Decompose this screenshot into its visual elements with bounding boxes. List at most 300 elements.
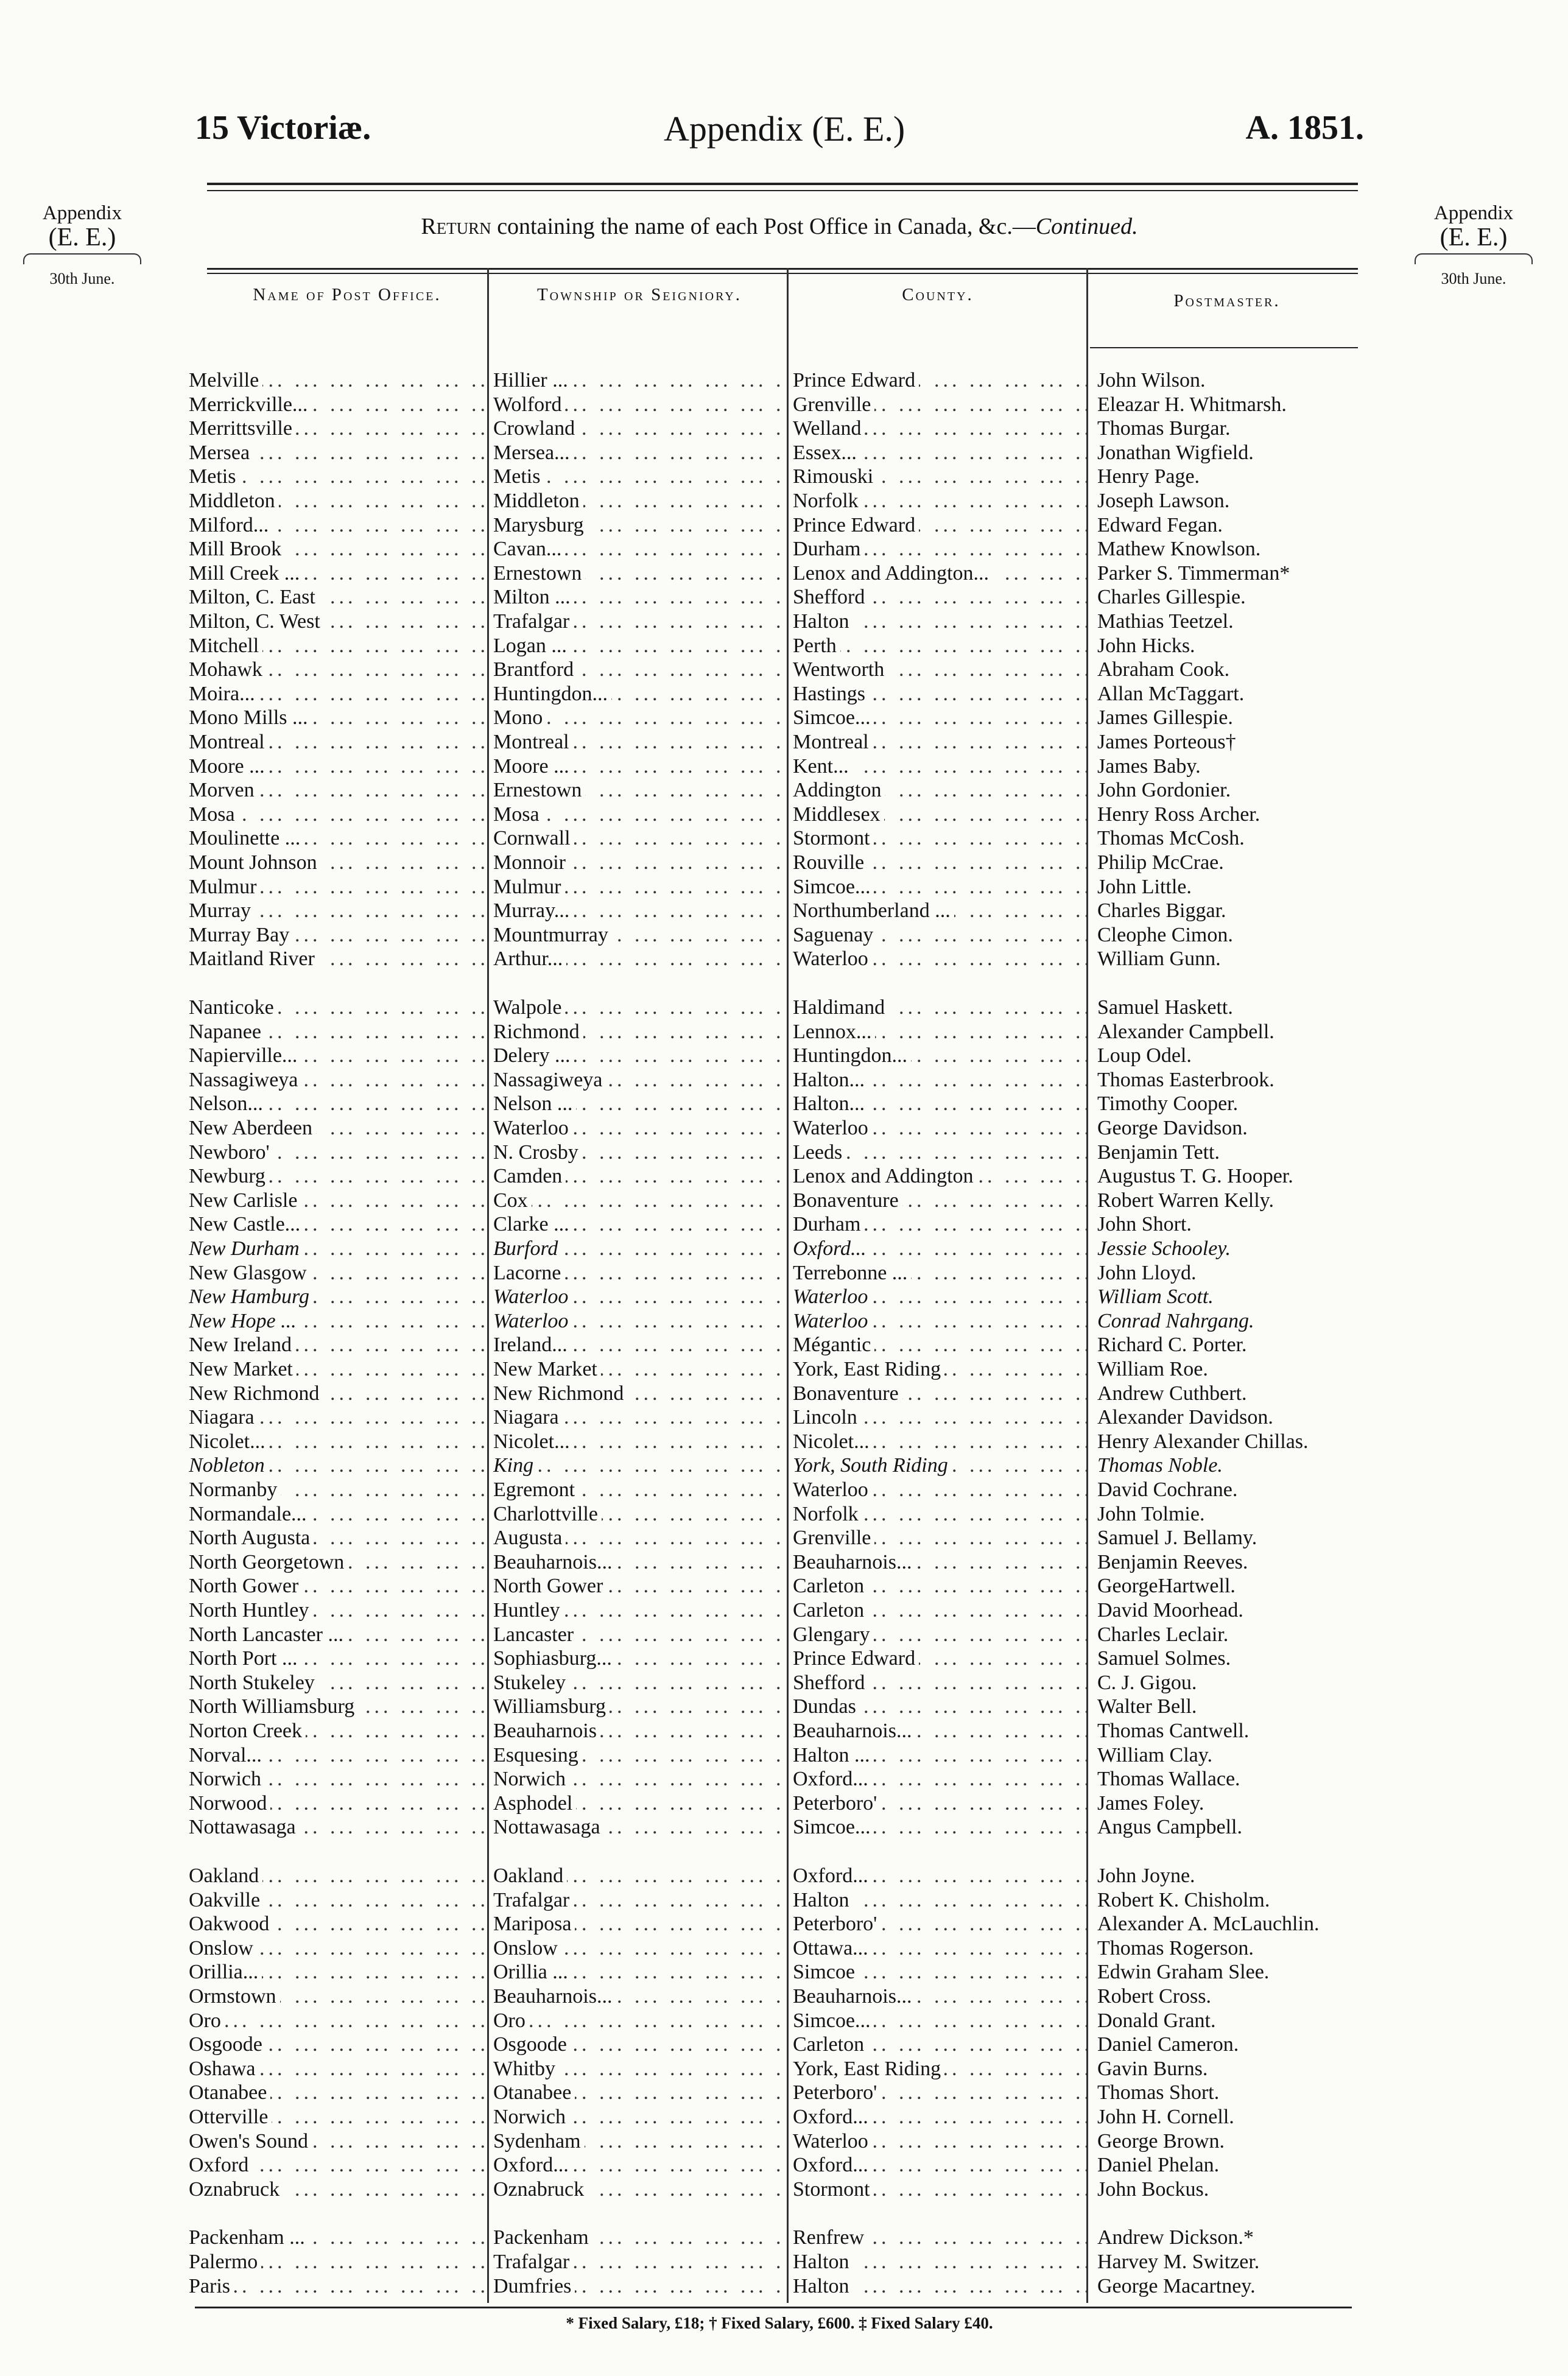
post-office-cell <box>189 778 488 803</box>
postmaster-cell <box>1097 706 1365 730</box>
cell-text: Cornwall <box>493 827 574 849</box>
cell-text: Huntingdon... <box>793 1044 911 1067</box>
postmaster-cell <box>1097 489 1365 513</box>
cell-text: Moulinette ... <box>189 827 304 849</box>
post-office-cell <box>189 658 488 682</box>
cell-text: Donald Grant. <box>1097 2009 1220 2032</box>
post-office-cell <box>189 1671 488 1695</box>
county-cell <box>793 778 1090 803</box>
cell-text: Peterboro' <box>793 2081 881 2104</box>
cell-text: Newboro' <box>189 1141 273 1164</box>
postmaster-cell <box>1097 1478 1365 1502</box>
cell-text: Cox <box>493 1189 532 1212</box>
post-office-cell <box>189 706 488 730</box>
post-office-cell <box>189 1068 488 1092</box>
county-cell <box>793 368 1090 393</box>
table-row <box>189 1550 1358 1575</box>
post-office-cell <box>189 1574 488 1598</box>
county-cell <box>793 1623 1090 1647</box>
post-office-cell <box>189 1695 488 1719</box>
post-office-cell <box>189 1743 488 1768</box>
township-cell <box>493 875 786 899</box>
table-row <box>189 803 1358 827</box>
postmaster-cell <box>1097 803 1365 827</box>
county-cell <box>793 1189 1090 1213</box>
top-rule-thick <box>207 183 1358 185</box>
township-cell <box>493 730 786 754</box>
table-row <box>189 585 1358 610</box>
township-cell <box>493 1309 786 1334</box>
cell-text: Simcoe... <box>793 706 874 729</box>
postmaster-cell <box>1097 2274 1365 2299</box>
cell-text: Saguenay <box>793 924 877 946</box>
column-header-township: Township or Seigniory. <box>536 285 742 304</box>
table-row <box>189 1984 1358 2009</box>
cell-text: Moira... <box>189 683 259 705</box>
cell-text: Nanticoke <box>189 996 278 1019</box>
cell-text: Norval... <box>189 1744 265 1766</box>
township-cell <box>493 1695 786 1719</box>
cell-text: Paris <box>189 2275 234 2297</box>
cell-text: Napanee <box>189 1021 265 1043</box>
county-cell <box>793 658 1090 682</box>
township-cell <box>493 1574 786 1598</box>
post-office-cell <box>189 1020 488 1044</box>
post-office-cell <box>189 923 488 947</box>
cell-text: Merrickville... <box>189 393 311 416</box>
postmaster-cell <box>1097 658 1365 682</box>
postmaster-cell <box>1097 1984 1365 2009</box>
post-office-cell <box>189 1478 488 1502</box>
cell-text: Oxford... <box>793 1865 872 1887</box>
postmaster-cell <box>1097 1695 1365 1719</box>
postmaster-cell <box>1097 875 1365 899</box>
township-cell <box>493 634 786 658</box>
cell-text: Halton... <box>793 1092 868 1115</box>
cell-text: Sydenham <box>493 2130 585 2153</box>
post-office-cell <box>189 1936 488 1961</box>
cell-text: Huntley <box>493 1599 564 1622</box>
cell-text: Andrew Cuthbert. <box>1097 1382 1251 1405</box>
cell-text: Edward Fegan. <box>1097 514 1226 536</box>
county-cell <box>793 2226 1090 2250</box>
table-row <box>189 2057 1358 2081</box>
cell-text: Huntingdon... <box>493 683 611 705</box>
post-office-cell <box>189 1960 488 1984</box>
cell-text: Whitby <box>493 2058 559 2080</box>
cell-text: Mersea <box>189 441 253 464</box>
cell-text: George Macartney. <box>1097 2275 1259 2297</box>
postmaster-cell <box>1097 1526 1365 1550</box>
cell-text: Arthur... <box>493 947 566 970</box>
cell-text: Nicolet... <box>793 1430 873 1453</box>
cell-text: Palermo <box>189 2251 261 2273</box>
table-row <box>189 2081 1358 2105</box>
post-office-cell <box>189 2129 488 2154</box>
cell-text: Milton, C. East <box>189 586 319 608</box>
post-office-cell <box>189 1261 488 1285</box>
cell-text: Angus Campbell. <box>1097 1816 1246 1838</box>
postmaster-cell <box>1097 1164 1365 1189</box>
cell-text: Moore ... <box>493 755 573 778</box>
township-cell <box>493 368 786 393</box>
cell-text: John H. Cornell. <box>1097 2106 1238 2128</box>
cell-text: Parker S. Timmerman* <box>1097 562 1293 585</box>
table-row <box>189 1502 1358 1527</box>
cell-text: Norwich <box>493 2106 569 2128</box>
cell-text: Asphodel <box>493 1792 576 1815</box>
right-margin-note <box>1404 201 1544 291</box>
cell-text: Lenox and Addington <box>793 1165 977 1187</box>
table-row <box>189 1791 1358 1816</box>
cell-text: Daniel Phelan. <box>1097 2154 1223 2176</box>
cell-text: Glengary <box>793 1623 874 1646</box>
cell-text: Montreal <box>493 731 573 753</box>
post-office-cell <box>189 1405 488 1430</box>
cell-text: Durham <box>793 1213 864 1235</box>
cell-text: Osgoode <box>493 2033 571 2056</box>
county-cell <box>793 1116 1090 1141</box>
township-cell <box>493 2153 786 2177</box>
table-row <box>189 1309 1358 1334</box>
table-row <box>189 706 1358 730</box>
township-cell <box>493 1189 786 1213</box>
township-cell <box>493 706 786 730</box>
county-cell <box>793 1382 1090 1406</box>
postmaster-cell <box>1097 1960 1365 1984</box>
cell-text: Harvey M. Switzer. <box>1097 2251 1263 2273</box>
brace-mark <box>1415 253 1533 264</box>
township-cell <box>493 1526 786 1550</box>
township-cell <box>493 1888 786 1913</box>
table-row <box>189 417 1358 441</box>
cell-text: Simcoe... <box>793 876 874 898</box>
column-header-rule <box>1090 347 1358 348</box>
township-cell <box>493 513 786 538</box>
cell-text: James Porteous† <box>1097 731 1240 753</box>
township-cell <box>493 1092 786 1116</box>
county-cell <box>793 2274 1090 2299</box>
cell-text: John Wilson. <box>1097 369 1209 392</box>
cell-text: Beauharnois... <box>793 1551 915 1573</box>
cell-text: Thomas Rogerson. <box>1097 1937 1257 1959</box>
cell-text: Delery ... <box>493 1044 574 1067</box>
township-cell <box>493 1164 786 1189</box>
cell-text: Nottawasaga <box>189 1816 300 1838</box>
cell-text: George Davidson. <box>1097 1117 1251 1139</box>
postmaster-cell <box>1097 585 1365 610</box>
table-row <box>189 1405 1358 1430</box>
township-cell <box>493 1116 786 1141</box>
cell-text: Halton <box>793 2251 853 2273</box>
cell-text: Lancaster <box>493 1623 577 1646</box>
postmaster-cell <box>1097 754 1365 779</box>
postmaster-cell <box>1097 1212 1365 1237</box>
cell-text: Owen's Sound <box>189 2130 312 2153</box>
postmaster-cell <box>1097 2250 1365 2274</box>
cell-text: Walpole <box>493 996 565 1019</box>
postmaster-cell <box>1097 2226 1365 2250</box>
table-row <box>189 923 1358 947</box>
cell-text: Waterloo <box>793 2130 872 2153</box>
postmaster-cell <box>1097 947 1365 971</box>
post-office-cell <box>189 2274 488 2299</box>
cell-text: Simcoe <box>793 1961 859 1983</box>
cell-text: William Roe. <box>1097 1358 1212 1380</box>
township-cell <box>493 2105 786 2129</box>
cell-text: Mono <box>493 706 546 729</box>
county-cell <box>793 996 1090 1020</box>
county-cell <box>793 417 1090 441</box>
cell-text: William Scott. <box>1097 1285 1217 1308</box>
post-office-cell <box>189 1598 488 1623</box>
cell-text: Beauharnois... <box>793 1985 915 2008</box>
postmaster-cell <box>1097 2105 1365 2129</box>
table-row <box>189 561 1358 586</box>
cell-text: Moore ... <box>189 755 269 778</box>
table-row <box>189 1671 1358 1695</box>
cell-text: Camden <box>493 1165 566 1187</box>
table-row <box>189 1092 1358 1116</box>
cell-text: Egremont <box>493 1478 578 1501</box>
table-row <box>189 658 1358 682</box>
cell-text: Thomas Noble. <box>1097 1454 1226 1477</box>
county-cell <box>793 1695 1090 1719</box>
cell-text: Oxford... <box>793 2106 872 2128</box>
postmaster-cell <box>1097 1550 1365 1575</box>
township-cell <box>493 803 786 827</box>
township-cell <box>493 1285 786 1309</box>
postmaster-cell <box>1097 2033 1365 2057</box>
cell-text: Waterloo <box>793 1310 871 1332</box>
cell-text: Oznabruck <box>189 2178 283 2201</box>
cell-text: York, East Riding <box>793 1358 944 1380</box>
cell-text: Charlottville <box>493 1503 602 1525</box>
postmaster-cell <box>1097 682 1365 706</box>
cell-text: Metis <box>189 465 239 488</box>
post-office-cell <box>189 2177 488 2202</box>
cell-text: Williamsburg <box>493 1695 610 1718</box>
cell-text: Durham <box>793 538 864 560</box>
county-cell <box>793 1815 1090 1840</box>
cell-text: Carleton <box>793 2033 868 2056</box>
cell-text: Melville <box>189 369 262 392</box>
township-cell <box>493 1405 786 1430</box>
county-cell <box>793 1309 1090 1334</box>
table-row <box>189 1936 1358 1961</box>
cell-text: New Hope ... <box>189 1310 300 1332</box>
cell-text: Waterloo <box>493 1310 572 1332</box>
cell-text: Jessie Schooley. <box>1097 1237 1234 1260</box>
postmaster-cell <box>1097 2129 1365 2154</box>
table-row <box>189 2033 1358 2057</box>
township-cell <box>493 2057 786 2081</box>
caption-rule-thin <box>207 273 1358 274</box>
table-row <box>189 826 1358 851</box>
township-cell <box>493 610 786 634</box>
table-row <box>189 465 1358 489</box>
township-cell <box>493 2009 786 2033</box>
cell-text: Marysburg <box>493 514 588 536</box>
township-cell <box>493 826 786 851</box>
session-label: 15 Victoriæ. <box>195 109 371 147</box>
cell-text: Eleazar H. Whitmarsh. <box>1097 393 1290 416</box>
post-office-cell <box>189 1357 488 1382</box>
township-cell <box>493 2081 786 2105</box>
cell-text: Packenham <box>493 2226 592 2249</box>
township-cell <box>493 1478 786 1502</box>
cell-text: Esquesing <box>493 1744 582 1766</box>
cell-text: Augustus T. G. Hooper. <box>1097 1165 1297 1187</box>
cell-text: Oakland <box>493 1865 567 1887</box>
post-office-cell <box>189 2033 488 2057</box>
postmaster-cell <box>1097 1285 1365 1309</box>
post-office-cell <box>189 851 488 875</box>
county-cell <box>793 2129 1090 2154</box>
post-office-cell <box>189 561 488 586</box>
post-office-cell <box>189 1141 488 1165</box>
county-cell <box>793 1430 1090 1454</box>
table-row <box>189 1888 1358 1913</box>
cell-text: Ottawa... <box>793 1937 872 1959</box>
county-cell <box>793 851 1090 875</box>
cell-text: Beauharnois... <box>493 1985 616 2008</box>
cell-text: Henry Alexander Chillas. <box>1097 1430 1312 1453</box>
postmaster-cell <box>1097 1044 1365 1068</box>
county-cell <box>793 1719 1090 1743</box>
table-row <box>189 2250 1358 2274</box>
postmaster-cell <box>1097 1647 1365 1671</box>
cell-text: Oakwood <box>189 1913 273 1935</box>
county-cell <box>793 706 1090 730</box>
postmaster-cell <box>1097 1888 1365 1913</box>
post-office-cell <box>189 1815 488 1840</box>
cell-text: James Foley. <box>1097 1792 1208 1815</box>
cell-text: Samuel Solmes. <box>1097 1647 1234 1670</box>
table-row <box>189 1333 1358 1357</box>
postmaster-cell <box>1097 1382 1365 1406</box>
cell-text: Nobleton <box>189 1454 269 1477</box>
postmaster-cell <box>1097 1405 1365 1430</box>
caption-lead: Return <box>421 214 491 239</box>
county-cell <box>793 2057 1090 2081</box>
cell-text: Halton <box>793 610 853 633</box>
post-office-cell <box>189 610 488 634</box>
cell-text: Nicolet... <box>493 1430 574 1453</box>
postmaster-cell <box>1097 1791 1365 1816</box>
cell-text: Brantford <box>493 658 577 681</box>
cell-text: Rouville <box>793 851 868 874</box>
township-cell <box>493 1020 786 1044</box>
cell-text: Perth <box>793 634 840 657</box>
county-cell <box>793 1020 1090 1044</box>
postmaster-cell <box>1097 1237 1365 1261</box>
township-cell <box>493 1647 786 1671</box>
cell-text: Benjamin Tett. <box>1097 1141 1223 1164</box>
township-cell <box>493 947 786 971</box>
cell-text: Welland <box>793 417 865 440</box>
post-office-cell <box>189 1888 488 1913</box>
table-row <box>189 947 1358 971</box>
cell-text: Dundas <box>793 1695 860 1718</box>
cell-text: Osgoode <box>189 2033 266 2056</box>
post-office-cell <box>189 2226 488 2250</box>
cell-text: Middleton <box>189 490 279 512</box>
cell-text: Alexander Davidson. <box>1097 1406 1277 1429</box>
cell-text: Murray <box>189 899 255 922</box>
table-caption <box>195 213 1364 240</box>
postmaster-cell <box>1097 1912 1365 1936</box>
table-row <box>189 1960 1358 1984</box>
cell-text: Stukeley <box>493 1671 569 1694</box>
cell-text: Waterloo <box>793 1117 872 1139</box>
cell-text: Mono Mills ... <box>189 706 312 729</box>
cell-text: Halton ... <box>793 1744 874 1766</box>
cell-text: Bonaventure <box>793 1382 902 1405</box>
table-row <box>189 513 1358 538</box>
cell-text: New Market <box>493 1358 601 1380</box>
table-row <box>189 730 1358 754</box>
cell-text: Carleton <box>793 1575 868 1597</box>
township-cell <box>493 1068 786 1092</box>
postmaster-cell <box>1097 1092 1365 1116</box>
table-row <box>189 1767 1358 1791</box>
cell-text: Grenville <box>793 393 874 416</box>
cell-text: Oxford... <box>493 2154 572 2176</box>
township-cell <box>493 561 786 586</box>
postmaster-cell <box>1097 1333 1365 1357</box>
cell-text: Murray... <box>493 899 573 922</box>
cell-text: Dumfries <box>493 2275 575 2297</box>
county-cell <box>793 1984 1090 2009</box>
table-row <box>189 899 1358 923</box>
postmaster-cell <box>1097 2177 1365 2202</box>
cell-text: Edwin Graham Slee. <box>1097 1961 1273 1983</box>
table-row <box>189 2274 1358 2299</box>
cell-text: Stormont <box>793 827 874 849</box>
cell-text: Oxford <box>189 2154 252 2176</box>
county-cell <box>793 1092 1090 1116</box>
township-cell <box>493 1815 786 1840</box>
postmaster-cell <box>1097 1671 1365 1695</box>
post-office-cell <box>189 513 488 538</box>
cell-text: North Georgetown <box>189 1551 348 1573</box>
cell-text: Beauharnois... <box>793 1720 915 1742</box>
post-office-cell <box>189 1647 488 1671</box>
post-office-cell <box>189 1333 488 1357</box>
cell-text: Thomas McCosh. <box>1097 827 1248 849</box>
table-row <box>189 1044 1358 1068</box>
post-office-cell <box>189 1791 488 1816</box>
post-office-cell <box>189 1623 488 1647</box>
post-office-cell <box>189 1719 488 1743</box>
cell-text: Beauharnois <box>493 1720 600 1742</box>
table-row <box>189 2177 1358 2202</box>
cell-text: Haldimand <box>793 996 888 1019</box>
post-office-cell <box>189 1092 488 1116</box>
cell-text: Nicolet... <box>189 1430 269 1453</box>
cell-text: Peterboro' <box>793 1792 881 1815</box>
cell-text: John Tolmie. <box>1097 1503 1208 1525</box>
column-header-county: County. <box>902 285 974 304</box>
post-office-cell <box>189 1912 488 1936</box>
cell-text: New Carlisle <box>189 1189 301 1212</box>
postmaster-cell <box>1097 1116 1365 1141</box>
cell-text: Normandale... <box>189 1503 311 1525</box>
cell-text: Henry Ross Archer. <box>1097 803 1264 826</box>
cell-text: Lincoln <box>793 1406 861 1429</box>
cell-text: Onslow <box>189 1937 257 1959</box>
